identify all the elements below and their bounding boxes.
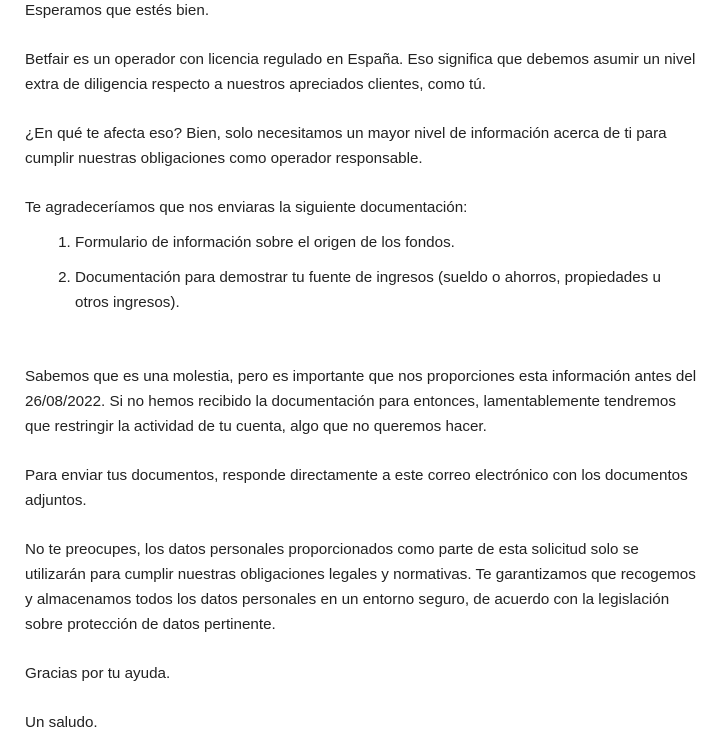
send-instructions-paragraph: Para enviar tus documentos, responde directamente a este correo electrónico con los documentos adjuntos. xyxy=(25,467,688,509)
question-paragraph: ¿En qué te afecta eso? Bien, solo necesitamos un mayor nivel de información acerca de ti para cumplir nuestras obligaciones como operador responsable. xyxy=(25,125,667,167)
document-list-item: 2. Documentación para demostrar tu fuente de ingresos (sueldo o ahorros, propiedades u otros ingresos). xyxy=(75,265,697,315)
email-body xyxy=(25,0,697,735)
document-list-wrapper xyxy=(25,230,697,315)
closing-text: Un saludo. xyxy=(25,714,98,731)
request-paragraph: Te agradeceríamos que nos enviaras la siguiente documentación: xyxy=(25,199,468,216)
deadline-paragraph: Sabemos que es una molestia, pero es importante que nos proporciones esta información antes del 26/08/2022. Si no hemos recibido la documentación para entonces, lamentablemente tendremos que restringir la actividad de tu cuenta, algo que no queremos hacer. xyxy=(25,368,697,435)
license-paragraph: Betfair es un operador con licencia regulado en España. Eso significa que debemos asumir un nivel extra de diligencia respecto a nuestros apreciados clientes, como tú. xyxy=(25,51,696,93)
privacy-paragraph: No te preocupes, los datos personales proporcionados como parte de esta solicitud solo se utilizarán para cumplir nuestras obligaciones legales y normativas. Te garantizamos que recogemos y almacenamos todos los datos personales en un entorno seguro, de acuerdo con la legislación sobre protección de datos pertinente. xyxy=(25,541,696,633)
document-list-item: 1. Formulario de información sobre el origen de los fondos. xyxy=(75,230,697,255)
greeting-text: Esperamos que estés bien. xyxy=(25,2,210,19)
thanks-text: Gracias por tu ayuda. xyxy=(25,665,171,682)
document-list xyxy=(25,230,697,315)
